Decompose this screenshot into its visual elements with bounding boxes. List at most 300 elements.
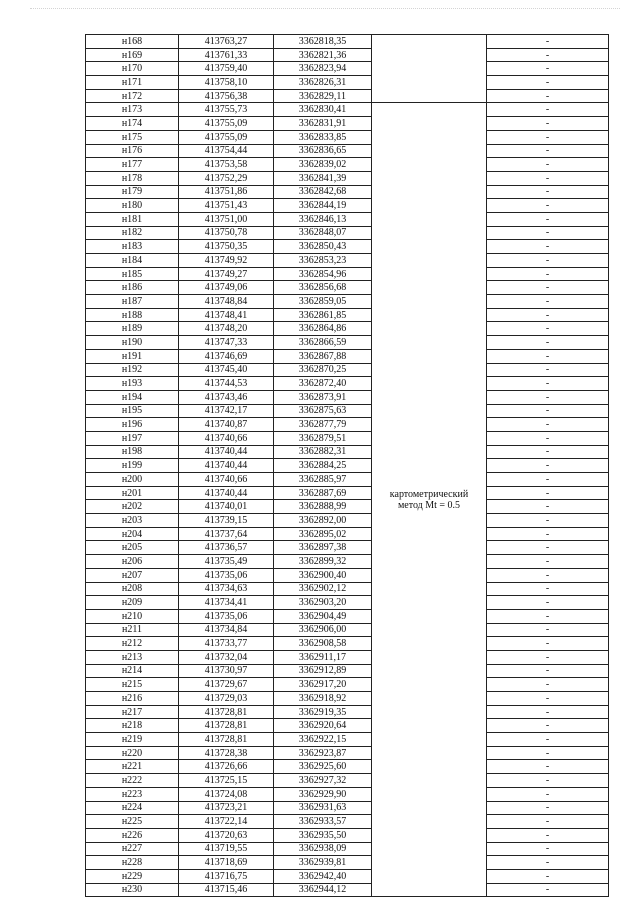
point-name-cell: н229 xyxy=(86,869,179,883)
table-row xyxy=(86,500,609,514)
y-coordinate-cell: 3362903,20 xyxy=(274,596,372,610)
x-coordinate-cell: 413715,46 xyxy=(179,883,274,897)
x-coordinate-cell: 413752,29 xyxy=(179,171,274,185)
point-name-cell: н205 xyxy=(86,541,179,555)
point-name-cell: н185 xyxy=(86,267,179,281)
x-coordinate-cell: 413718,69 xyxy=(179,856,274,870)
extra-cell: - xyxy=(487,596,609,610)
extra-cell: - xyxy=(487,623,609,637)
extra-cell: - xyxy=(487,856,609,870)
y-coordinate-cell: 3362906,00 xyxy=(274,623,372,637)
method-text-line-2: метод Mt = 0.5 xyxy=(397,499,461,511)
y-coordinate-cell: 3362887,69 xyxy=(274,486,372,500)
x-coordinate-cell: 413749,06 xyxy=(179,281,274,295)
extra-cell: - xyxy=(487,295,609,309)
y-coordinate-cell: 3362836,65 xyxy=(274,144,372,158)
point-name-cell: н193 xyxy=(86,377,179,391)
x-coordinate-cell: 413750,35 xyxy=(179,240,274,254)
point-name-cell: н217 xyxy=(86,705,179,719)
x-coordinate-cell: 413740,44 xyxy=(179,486,274,500)
y-coordinate-cell: 3362846,13 xyxy=(274,212,372,226)
point-name-cell: н169 xyxy=(86,48,179,62)
table-row xyxy=(86,295,609,309)
point-name-cell: н191 xyxy=(86,349,179,363)
point-name-cell: н228 xyxy=(86,856,179,870)
y-coordinate-cell: 3362918,92 xyxy=(274,692,372,706)
y-coordinate-cell: 3362861,85 xyxy=(274,308,372,322)
extra-cell: - xyxy=(487,486,609,500)
y-coordinate-cell: 3362850,43 xyxy=(274,240,372,254)
y-coordinate-cell: 3362931,63 xyxy=(274,801,372,815)
x-coordinate-cell: 413735,06 xyxy=(179,609,274,623)
x-coordinate-cell: 413735,06 xyxy=(179,568,274,582)
x-coordinate-cell: 413751,43 xyxy=(179,199,274,213)
extra-cell: - xyxy=(487,473,609,487)
y-coordinate-cell: 3362920,64 xyxy=(274,719,372,733)
table-row xyxy=(86,212,609,226)
y-coordinate-cell: 3362892,00 xyxy=(274,514,372,528)
y-coordinate-cell: 3362919,35 xyxy=(274,705,372,719)
table-row xyxy=(86,431,609,445)
x-coordinate-cell: 413729,67 xyxy=(179,678,274,692)
extra-cell: - xyxy=(487,445,609,459)
extra-cell: - xyxy=(487,582,609,596)
extra-cell: - xyxy=(487,144,609,158)
y-coordinate-cell: 3362821,36 xyxy=(274,48,372,62)
table-row xyxy=(86,514,609,528)
extra-cell: - xyxy=(487,541,609,555)
x-coordinate-cell: 413716,75 xyxy=(179,869,274,883)
table-row xyxy=(86,336,609,350)
extra-cell: - xyxy=(487,171,609,185)
y-coordinate-cell: 3362839,02 xyxy=(274,158,372,172)
point-name-cell: н178 xyxy=(86,171,179,185)
point-name-cell: н206 xyxy=(86,555,179,569)
extra-cell: - xyxy=(487,363,609,377)
point-name-cell: н203 xyxy=(86,514,179,528)
table-row xyxy=(86,486,609,500)
point-name-cell: н172 xyxy=(86,89,179,103)
point-name-cell: н221 xyxy=(86,760,179,774)
x-coordinate-cell: 413751,86 xyxy=(179,185,274,199)
table-row xyxy=(86,869,609,883)
extra-cell: - xyxy=(487,459,609,473)
point-name-cell: н226 xyxy=(86,828,179,842)
table-row xyxy=(86,650,609,664)
y-coordinate-cell: 3362933,57 xyxy=(274,815,372,829)
table-row xyxy=(86,527,609,541)
table-row xyxy=(86,473,609,487)
point-name-cell: н201 xyxy=(86,486,179,500)
x-coordinate-cell: 413748,84 xyxy=(179,295,274,309)
point-name-cell: н192 xyxy=(86,363,179,377)
table-row xyxy=(86,226,609,240)
y-coordinate-cell: 3362844,19 xyxy=(274,199,372,213)
coordinates-table xyxy=(85,34,609,897)
extra-cell: - xyxy=(487,377,609,391)
point-name-cell: н186 xyxy=(86,281,179,295)
x-coordinate-cell: 413730,97 xyxy=(179,664,274,678)
x-coordinate-cell: 413755,09 xyxy=(179,117,274,131)
extra-cell: - xyxy=(487,158,609,172)
y-coordinate-cell: 3362854,96 xyxy=(274,267,372,281)
point-name-cell: н176 xyxy=(86,144,179,158)
point-name-cell: н190 xyxy=(86,336,179,350)
extra-cell: - xyxy=(487,650,609,664)
x-coordinate-cell: 413740,87 xyxy=(179,418,274,432)
table-row xyxy=(86,418,609,432)
x-coordinate-cell: 413728,38 xyxy=(179,746,274,760)
table-row xyxy=(86,828,609,842)
table-row xyxy=(86,842,609,856)
table-row xyxy=(86,308,609,322)
table-row xyxy=(86,171,609,185)
extra-cell: - xyxy=(487,349,609,363)
point-name-cell: н211 xyxy=(86,623,179,637)
table-row xyxy=(86,144,609,158)
table-row xyxy=(86,62,609,76)
extra-cell: - xyxy=(487,500,609,514)
table-row xyxy=(86,678,609,692)
table-row xyxy=(86,158,609,172)
y-coordinate-cell: 3362826,31 xyxy=(274,76,372,90)
x-coordinate-cell: 413743,46 xyxy=(179,390,274,404)
y-coordinate-cell: 3362859,05 xyxy=(274,295,372,309)
x-coordinate-cell: 413740,44 xyxy=(179,445,274,459)
x-coordinate-cell: 413761,33 xyxy=(179,48,274,62)
y-coordinate-cell: 3362833,85 xyxy=(274,130,372,144)
x-coordinate-cell: 413759,40 xyxy=(179,62,274,76)
point-name-cell: н198 xyxy=(86,445,179,459)
y-coordinate-cell: 3362879,51 xyxy=(274,431,372,445)
table-row xyxy=(86,555,609,569)
x-coordinate-cell: 413719,55 xyxy=(179,842,274,856)
extra-cell: - xyxy=(487,869,609,883)
point-name-cell: н220 xyxy=(86,746,179,760)
y-coordinate-cell: 3362884,25 xyxy=(274,459,372,473)
x-coordinate-cell: 413734,41 xyxy=(179,596,274,610)
extra-cell: - xyxy=(487,431,609,445)
table-row xyxy=(86,267,609,281)
x-coordinate-cell: 413758,10 xyxy=(179,76,274,90)
y-coordinate-cell: 3362831,91 xyxy=(274,117,372,131)
extra-cell: - xyxy=(487,828,609,842)
x-coordinate-cell: 413754,44 xyxy=(179,144,274,158)
extra-cell: - xyxy=(487,199,609,213)
y-coordinate-cell: 3362829,11 xyxy=(274,89,372,103)
y-coordinate-cell: 3362900,40 xyxy=(274,568,372,582)
extra-cell: - xyxy=(487,746,609,760)
point-name-cell: н177 xyxy=(86,158,179,172)
table-row xyxy=(86,623,609,637)
x-coordinate-cell: 413729,03 xyxy=(179,692,274,706)
point-name-cell: н170 xyxy=(86,62,179,76)
y-coordinate-cell: 3362873,91 xyxy=(274,390,372,404)
point-name-cell: н212 xyxy=(86,637,179,651)
table-row xyxy=(86,322,609,336)
y-coordinate-cell: 3362939,81 xyxy=(274,856,372,870)
y-coordinate-cell: 3362944,12 xyxy=(274,883,372,897)
extra-cell: - xyxy=(487,336,609,350)
point-name-cell: н173 xyxy=(86,103,179,117)
table-row xyxy=(86,541,609,555)
point-name-cell: н168 xyxy=(86,35,179,49)
table-row xyxy=(86,185,609,199)
extra-cell: - xyxy=(487,404,609,418)
method-cell xyxy=(372,103,487,897)
point-name-cell: н184 xyxy=(86,254,179,268)
table-row xyxy=(86,404,609,418)
x-coordinate-cell: 413733,77 xyxy=(179,637,274,651)
extra-cell: - xyxy=(487,787,609,801)
point-name-cell: н207 xyxy=(86,568,179,582)
extra-cell: - xyxy=(487,308,609,322)
table-row xyxy=(86,103,609,117)
y-coordinate-cell: 3362888,99 xyxy=(274,500,372,514)
extra-cell: - xyxy=(487,842,609,856)
y-coordinate-cell: 3362899,32 xyxy=(274,555,372,569)
table-row xyxy=(86,48,609,62)
x-coordinate-cell: 413740,66 xyxy=(179,473,274,487)
x-coordinate-cell: 413749,27 xyxy=(179,267,274,281)
point-name-cell: н181 xyxy=(86,212,179,226)
point-name-cell: н180 xyxy=(86,199,179,213)
x-coordinate-cell: 413734,63 xyxy=(179,582,274,596)
extra-cell: - xyxy=(487,254,609,268)
table-row xyxy=(86,349,609,363)
point-name-cell: н171 xyxy=(86,76,179,90)
y-coordinate-cell: 3362923,87 xyxy=(274,746,372,760)
y-coordinate-cell: 3362908,58 xyxy=(274,637,372,651)
x-coordinate-cell: 413735,49 xyxy=(179,555,274,569)
table-row xyxy=(86,281,609,295)
y-coordinate-cell: 3362875,63 xyxy=(274,404,372,418)
table-row xyxy=(86,719,609,733)
y-coordinate-cell: 3362917,20 xyxy=(274,678,372,692)
point-name-cell: н222 xyxy=(86,774,179,788)
x-coordinate-cell: 413749,92 xyxy=(179,254,274,268)
x-coordinate-cell: 413728,81 xyxy=(179,705,274,719)
point-name-cell: н174 xyxy=(86,117,179,131)
table-row xyxy=(86,445,609,459)
table-row xyxy=(86,787,609,801)
extra-cell: - xyxy=(487,35,609,49)
point-name-cell: н219 xyxy=(86,733,179,747)
table-row xyxy=(86,377,609,391)
point-name-cell: н194 xyxy=(86,390,179,404)
x-coordinate-cell: 413740,66 xyxy=(179,431,274,445)
point-name-cell: н214 xyxy=(86,664,179,678)
point-name-cell: н218 xyxy=(86,719,179,733)
x-coordinate-cell: 413720,63 xyxy=(179,828,274,842)
x-coordinate-cell: 413763,27 xyxy=(179,35,274,49)
extra-cell: - xyxy=(487,48,609,62)
extra-cell: - xyxy=(487,62,609,76)
table-row xyxy=(86,815,609,829)
y-coordinate-cell: 3362895,02 xyxy=(274,527,372,541)
extra-cell: - xyxy=(487,76,609,90)
y-coordinate-cell: 3362867,88 xyxy=(274,349,372,363)
extra-cell: - xyxy=(487,527,609,541)
y-coordinate-cell: 3362925,60 xyxy=(274,760,372,774)
point-name-cell: н215 xyxy=(86,678,179,692)
table-row xyxy=(86,240,609,254)
x-coordinate-cell: 413739,15 xyxy=(179,514,274,528)
extra-cell: - xyxy=(487,815,609,829)
table-row xyxy=(86,760,609,774)
extra-cell: - xyxy=(487,240,609,254)
y-coordinate-cell: 3362911,17 xyxy=(274,650,372,664)
table-row xyxy=(86,596,609,610)
table-row xyxy=(86,199,609,213)
y-coordinate-cell: 3362864,86 xyxy=(274,322,372,336)
y-coordinate-cell: 3362897,38 xyxy=(274,541,372,555)
point-name-cell: н199 xyxy=(86,459,179,473)
x-coordinate-cell: 413734,84 xyxy=(179,623,274,637)
y-coordinate-cell: 3362877,79 xyxy=(274,418,372,432)
x-coordinate-cell: 413751,00 xyxy=(179,212,274,226)
x-coordinate-cell: 413744,53 xyxy=(179,377,274,391)
extra-cell: - xyxy=(487,185,609,199)
y-coordinate-cell: 3362841,39 xyxy=(274,171,372,185)
extra-cell: - xyxy=(487,760,609,774)
table-row xyxy=(86,459,609,473)
extra-cell: - xyxy=(487,89,609,103)
y-coordinate-cell: 3362938,09 xyxy=(274,842,372,856)
point-name-cell: н216 xyxy=(86,692,179,706)
table-row xyxy=(86,130,609,144)
x-coordinate-cell: 413747,33 xyxy=(179,336,274,350)
point-name-cell: н230 xyxy=(86,883,179,897)
table-row xyxy=(86,89,609,103)
extra-cell: - xyxy=(487,678,609,692)
point-name-cell: н195 xyxy=(86,404,179,418)
table-row xyxy=(86,609,609,623)
extra-cell: - xyxy=(487,774,609,788)
table-row xyxy=(86,254,609,268)
method-text-line-1: картометрический xyxy=(389,488,469,500)
y-coordinate-cell: 3362872,40 xyxy=(274,377,372,391)
extra-cell: - xyxy=(487,692,609,706)
y-coordinate-cell: 3362882,31 xyxy=(274,445,372,459)
extra-cell: - xyxy=(487,514,609,528)
extra-cell: - xyxy=(487,883,609,897)
y-coordinate-cell: 3362848,07 xyxy=(274,226,372,240)
table-row xyxy=(86,568,609,582)
x-coordinate-cell: 413742,17 xyxy=(179,404,274,418)
x-coordinate-cell: 413724,08 xyxy=(179,787,274,801)
y-coordinate-cell: 3362830,41 xyxy=(274,103,372,117)
extra-cell: - xyxy=(487,555,609,569)
coordinates-sheet xyxy=(85,34,609,897)
method-cell-blank xyxy=(372,35,487,103)
x-coordinate-cell: 413745,40 xyxy=(179,363,274,377)
table-row xyxy=(86,746,609,760)
x-coordinate-cell: 413728,81 xyxy=(179,719,274,733)
extra-cell: - xyxy=(487,281,609,295)
extra-cell: - xyxy=(487,637,609,651)
point-name-cell: н224 xyxy=(86,801,179,815)
x-coordinate-cell: 413723,21 xyxy=(179,801,274,815)
y-coordinate-cell: 3362885,97 xyxy=(274,473,372,487)
x-coordinate-cell: 413722,14 xyxy=(179,815,274,829)
extra-cell: - xyxy=(487,117,609,131)
point-name-cell: н182 xyxy=(86,226,179,240)
table-row xyxy=(86,117,609,131)
x-coordinate-cell: 413755,73 xyxy=(179,103,274,117)
point-name-cell: н210 xyxy=(86,609,179,623)
x-coordinate-cell: 413740,44 xyxy=(179,459,274,473)
table-row xyxy=(86,390,609,404)
extra-cell: - xyxy=(487,226,609,240)
extra-cell: - xyxy=(487,418,609,432)
y-coordinate-cell: 3362929,90 xyxy=(274,787,372,801)
point-name-cell: н204 xyxy=(86,527,179,541)
point-name-cell: н209 xyxy=(86,596,179,610)
point-name-cell: н208 xyxy=(86,582,179,596)
x-coordinate-cell: 413740,01 xyxy=(179,500,274,514)
extra-cell: - xyxy=(487,733,609,747)
y-coordinate-cell: 3362818,35 xyxy=(274,35,372,49)
extra-cell: - xyxy=(487,103,609,117)
table-row xyxy=(86,637,609,651)
x-coordinate-cell: 413737,64 xyxy=(179,527,274,541)
x-coordinate-cell: 413748,20 xyxy=(179,322,274,336)
y-coordinate-cell: 3362902,12 xyxy=(274,582,372,596)
x-coordinate-cell: 413725,15 xyxy=(179,774,274,788)
y-coordinate-cell: 3362856,68 xyxy=(274,281,372,295)
table-row xyxy=(86,801,609,815)
extra-cell: - xyxy=(487,664,609,678)
table-row xyxy=(86,692,609,706)
x-coordinate-cell: 413755,09 xyxy=(179,130,274,144)
table-row xyxy=(86,733,609,747)
y-coordinate-cell: 3362823,94 xyxy=(274,62,372,76)
table-row xyxy=(86,35,609,49)
x-coordinate-cell: 413756,38 xyxy=(179,89,274,103)
extra-cell: - xyxy=(487,609,609,623)
table-row xyxy=(86,582,609,596)
extra-cell: - xyxy=(487,705,609,719)
y-coordinate-cell: 3362904,49 xyxy=(274,609,372,623)
extra-cell: - xyxy=(487,267,609,281)
extra-cell: - xyxy=(487,322,609,336)
x-coordinate-cell: 413736,57 xyxy=(179,541,274,555)
table-row xyxy=(86,856,609,870)
coordinates-table-body xyxy=(86,35,609,897)
table-row xyxy=(86,883,609,897)
table-row xyxy=(86,774,609,788)
point-name-cell: н197 xyxy=(86,431,179,445)
extra-cell: - xyxy=(487,130,609,144)
x-coordinate-cell: 413746,69 xyxy=(179,349,274,363)
point-name-cell: н183 xyxy=(86,240,179,254)
extra-cell: - xyxy=(487,719,609,733)
extra-cell: - xyxy=(487,801,609,815)
y-coordinate-cell: 3362922,15 xyxy=(274,733,372,747)
x-coordinate-cell: 413728,81 xyxy=(179,733,274,747)
point-name-cell: н225 xyxy=(86,815,179,829)
x-coordinate-cell: 413750,78 xyxy=(179,226,274,240)
point-name-cell: н187 xyxy=(86,295,179,309)
y-coordinate-cell: 3362942,40 xyxy=(274,869,372,883)
y-coordinate-cell: 3362935,50 xyxy=(274,828,372,842)
extra-cell: - xyxy=(487,212,609,226)
y-coordinate-cell: 3362866,59 xyxy=(274,336,372,350)
y-coordinate-cell: 3362842,68 xyxy=(274,185,372,199)
scan-artifact-strip xyxy=(30,8,620,13)
point-name-cell: н213 xyxy=(86,650,179,664)
